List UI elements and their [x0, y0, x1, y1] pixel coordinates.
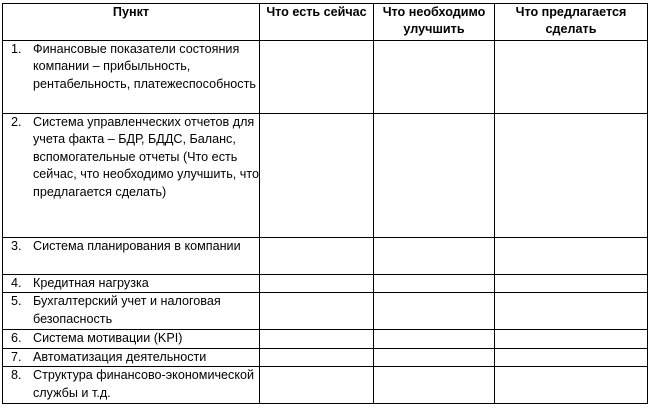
row-number: 1.	[11, 42, 22, 56]
row-label: Система планирования в компании	[33, 239, 241, 253]
row-item-cell	[3, 275, 260, 293]
cell-improve	[374, 367, 495, 404]
row-label: Автоматизация деятельности	[33, 349, 207, 364]
table-row	[3, 367, 648, 404]
cell-proposed	[495, 367, 648, 404]
row-number: 8.	[11, 368, 22, 383]
cell-improve	[374, 275, 495, 293]
cell-current	[260, 348, 374, 366]
row-number: 4.	[11, 276, 22, 290]
cell-proposed	[495, 293, 648, 330]
row-label: Кредитная нагрузка	[33, 276, 149, 290]
row-label: Структура финансово-экономической службы и т.д.	[33, 368, 255, 400]
cell-improve	[374, 114, 495, 238]
row-item-cell	[3, 238, 260, 275]
cell-proposed	[495, 330, 648, 348]
cell-improve	[374, 41, 495, 114]
table-row	[3, 114, 648, 238]
table-row	[3, 238, 648, 275]
table-row	[3, 293, 648, 330]
cell-improve	[374, 348, 495, 366]
cell-current	[260, 238, 374, 275]
row-number: 2.	[11, 115, 22, 129]
cell-current	[260, 293, 374, 330]
cell-improve	[374, 293, 495, 330]
row-label: Система управленческих отчетов для учета факта – БДР, БДДС, Баланс, вспомогательные отчеты (Что есть сейчас, что необходимо улучшить, что предлагается сделать)	[33, 115, 259, 199]
row-number: 5.	[11, 294, 22, 309]
row-item-cell	[3, 114, 260, 238]
row-label: Бухгалтерский учет и налоговая безопасность	[33, 294, 221, 326]
row-item-cell	[3, 367, 260, 404]
row-label: Система мотивации (KPI)	[33, 331, 183, 346]
cell-improve	[374, 330, 495, 348]
table-row	[3, 348, 648, 366]
header-current: Что есть сейчас	[260, 4, 374, 41]
table-header-row	[3, 4, 648, 41]
cell-improve	[374, 238, 495, 275]
cell-current	[260, 330, 374, 348]
table-row	[3, 275, 648, 293]
row-item-cell	[3, 330, 260, 348]
row-number: 6.	[11, 331, 22, 346]
header-item: Пункт	[3, 4, 260, 41]
cell-current	[260, 41, 374, 114]
row-item-cell	[3, 293, 260, 330]
header-proposed: Что предлагается сделать	[495, 4, 648, 41]
row-label: Финансовые показатели состояния компании – прибыльность, рентабельность, платежеспособность	[33, 42, 256, 91]
cell-current	[260, 275, 374, 293]
cell-proposed	[495, 114, 648, 238]
row-item-cell	[3, 348, 260, 366]
cell-current	[260, 367, 374, 404]
cell-proposed	[495, 41, 648, 114]
row-number: 3.	[11, 239, 22, 253]
cell-proposed	[495, 348, 648, 366]
cell-proposed	[495, 275, 648, 293]
cell-current	[260, 114, 374, 238]
cell-proposed	[495, 238, 648, 275]
table-row	[3, 41, 648, 114]
header-improve: Что необходимо улучшить	[374, 4, 495, 41]
row-item-cell	[3, 41, 260, 114]
row-number: 7.	[11, 349, 22, 364]
table-row	[3, 330, 648, 348]
assessment-table	[2, 3, 648, 404]
